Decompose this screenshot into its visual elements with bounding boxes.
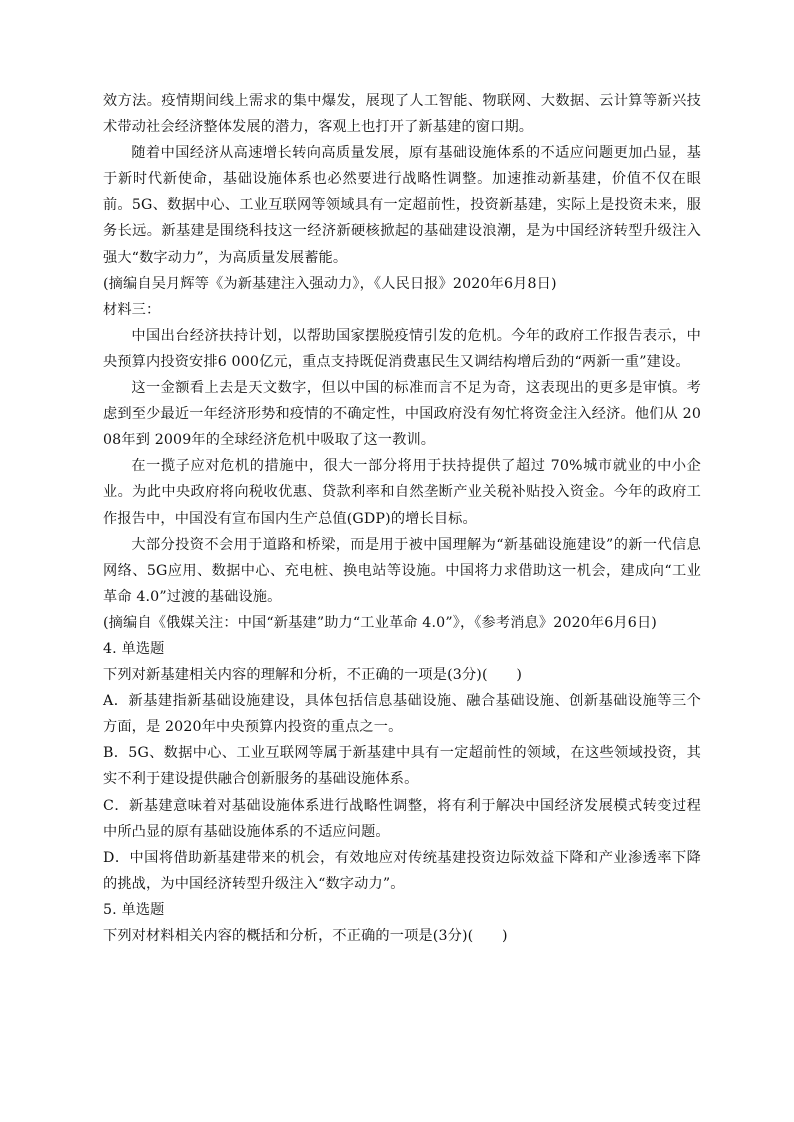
source-citation-reference-news: (摘编自《俄媒关注：中国“新基建”助力“工业革命 4.0”》，《参考消息》2020年6月6日) [103,614,657,631]
question-4-option-a[interactable]: A．新基建指新基础设施建设，具体包括信息基础设施、融合基础设施、创新基础设施等三个方面，是 2020年中央预算内投资的重点之一。 [103,693,701,736]
material-three-heading: 材料三： [103,301,161,318]
question-4-option-d[interactable]: D．中国将借助新基建带来的机会，有效地应对传统基建投资边际效益下降和产业渗透率下降的挑战，为中国经济转型升级注入“数字动力”。 [103,849,701,892]
question-4-option-c[interactable]: C．新基建意味着对基础设施体系进行战略性调整，将有利于解决中国经济发展模式转变过程中所凸显的原有基础设施体系的不适应问题。 [103,797,701,840]
source-citation-people-daily: (摘编自吴月辉等《为新基建注入强动力》，《人民日报》2020年6月8日) [103,275,557,292]
paragraph-new-infrastructure-value: 随着中国经济从高速增长转向高质量发展，原有基础设施体系的不适应问题更加凸显，基于新时代新使命，基础设施体系也必然要进行战略性调整。加速推动新基建，价值不仅在眼前。5G、数据中心、工业互联网等领域具有一定超前性，投资新基建，实际上是投资未来，服务长远。新基建是围绕科技这一经济新硬核掀起的基础建设浪潮，是为中国经济转型升级注入强大“数字动力”，为高质量发展蓄能。 [103,145,701,266]
question-4-option-b[interactable]: B．5G、数据中心、工业互联网等属于新基建中具有一定超前性的领域，在这些领域投资，其实不利于建设提供融合创新服务的基础设施体系。 [103,745,701,788]
paragraph-sme-support: 在一揽子应对危机的措施中，很大一部分将用于扶持提供了超过 70%城市就业的中小企业。为此中央政府将向税收优惠、贷款利率和自然垄断产业关税补贴投入资金。今年的政府工作报告中，中国没有宣布国内生产总值(GDP)的增长目标。 [103,458,701,527]
document-body [103,88,701,949]
paragraph-new-infrastructure-investment: 大部分投资不会用于道路和桥梁，而是用于被中国理解为“新基础设施建设”的新一代信息网络、5G应用、数据中心、充电桩、换电站等设施。中国将力求借助这一机会，建成向“工业革命 4.0”过渡的基础设施。 [103,536,701,605]
question-4-stem: 下列对新基建相关内容的理解和分析，不正确的一项是(3分)( ) [103,667,523,684]
question-4-number: 4. 单选题 [103,640,165,657]
question-5-number: 5. 单选题 [103,901,165,918]
paragraph-economic-support-plan: 中国出台经济扶持计划，以帮助国家摆脱疫情引发的危机。今年的政府工作报告表示，中央预算内投资安排6 000亿元，重点支持既促消费惠民生又调结构增后劲的“两新一重”建设。 [103,327,701,370]
paragraph-intro-continuation: 效方法。疫情期间线上需求的集中爆发，展现了人工智能、物联网、大数据、云计算等新兴技术带动社会经济整体发展的潜力，客观上也打开了新基建的窗口期。 [103,93,701,136]
question-5-stem: 下列对材料相关内容的概括和分析，不正确的一项是(3分)( ) [103,928,508,944]
paragraph-investment-amount: 这一金额看上去是天文数字，但以中国的标准而言不足为奇，这表现出的更多是审慎。考虑到至少最近一年经济形势和疫情的不确定性，中国政府没有匆忙将资金注入经济。他们从 2008年到 2009年的全球经济危机中吸取了这一教训。 [103,380,701,449]
